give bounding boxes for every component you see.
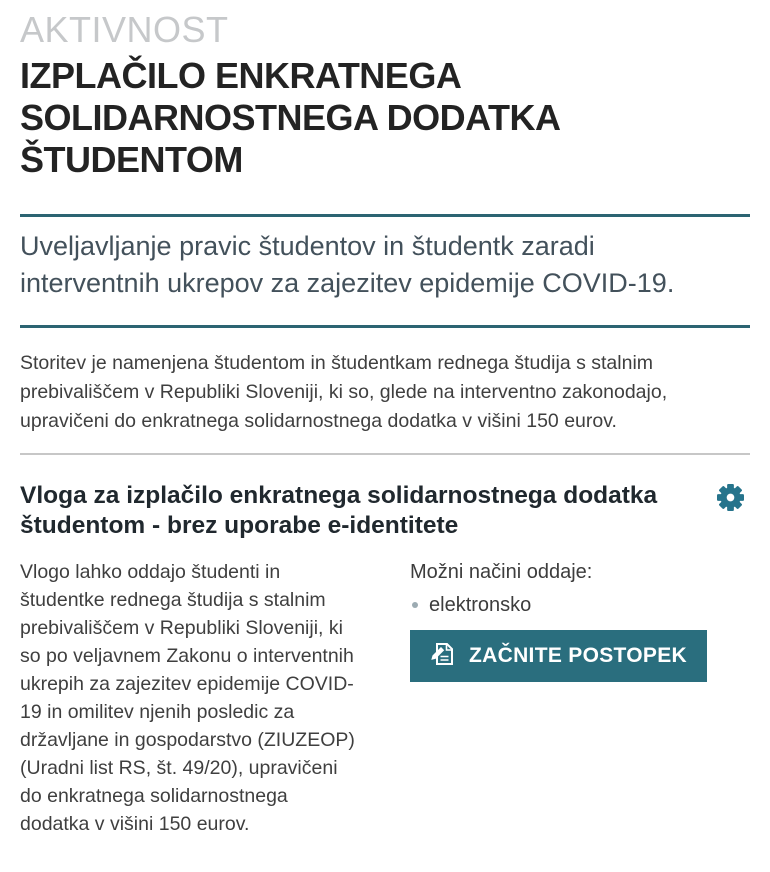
submission-methods-label: Možni načini oddaje:	[410, 561, 593, 583]
bullet-dot-icon	[412, 602, 418, 608]
divider-teal-top	[20, 214, 750, 217]
gear-icon[interactable]	[717, 484, 744, 516]
divider-teal-bottom	[20, 325, 750, 328]
start-procedure-button[interactable]	[410, 630, 707, 682]
document-pen-icon	[430, 640, 456, 672]
submission-option	[410, 592, 750, 618]
service-columns	[20, 558, 750, 838]
service-header	[20, 481, 750, 541]
service-lead-text: Storitev je namenjena študentom in študentkam rednega študija s stalnim prebivališčem v Republiki Sloveniji, ki so, glede na interventno zakonodajo, upravičeni do enkratnega solidarnostnega dodatka v višini 150 eurov.	[20, 352, 668, 432]
service-description-column	[20, 558, 362, 838]
submission-option-label: elektronsko	[429, 594, 532, 616]
service-title: Vloga za izplačilo enkratnega solidarnostnega dodatka študentom - brez uporabe e-identitete	[20, 482, 658, 539]
submission-column	[410, 558, 750, 838]
page-subtitle: Uveljavljanje pravic študentov in študentk zaradi interventnih ukrepov za zajezitev epidemije COVID-19.	[20, 231, 675, 298]
service-description: Vlogo lahko oddajo študenti in študentke rednega študija s stalnim prebivališčem v Republiki Sloveniji, ki so po veljavnem Zakonu o interventnih ukrepih za zajezitev epidemije COVID-19 in omilitev njenih posledic za državljane in gospodarstvo (ZIUZEOP) (Uradni list RS, št. 49/20), upravičeni do enkratnega solidarnostnega dodatka v višini 150 eurov.	[20, 561, 355, 835]
page-title: IZPLAČILO ENKRATNEGA SOLIDARNOSTNEGA DODATKA ŠTUDENTOM	[20, 55, 560, 180]
category-label: AKTIVNOST	[20, 9, 229, 50]
divider-gray	[20, 453, 750, 455]
start-procedure-label: ZAČNITE POSTOPEK	[469, 644, 687, 667]
